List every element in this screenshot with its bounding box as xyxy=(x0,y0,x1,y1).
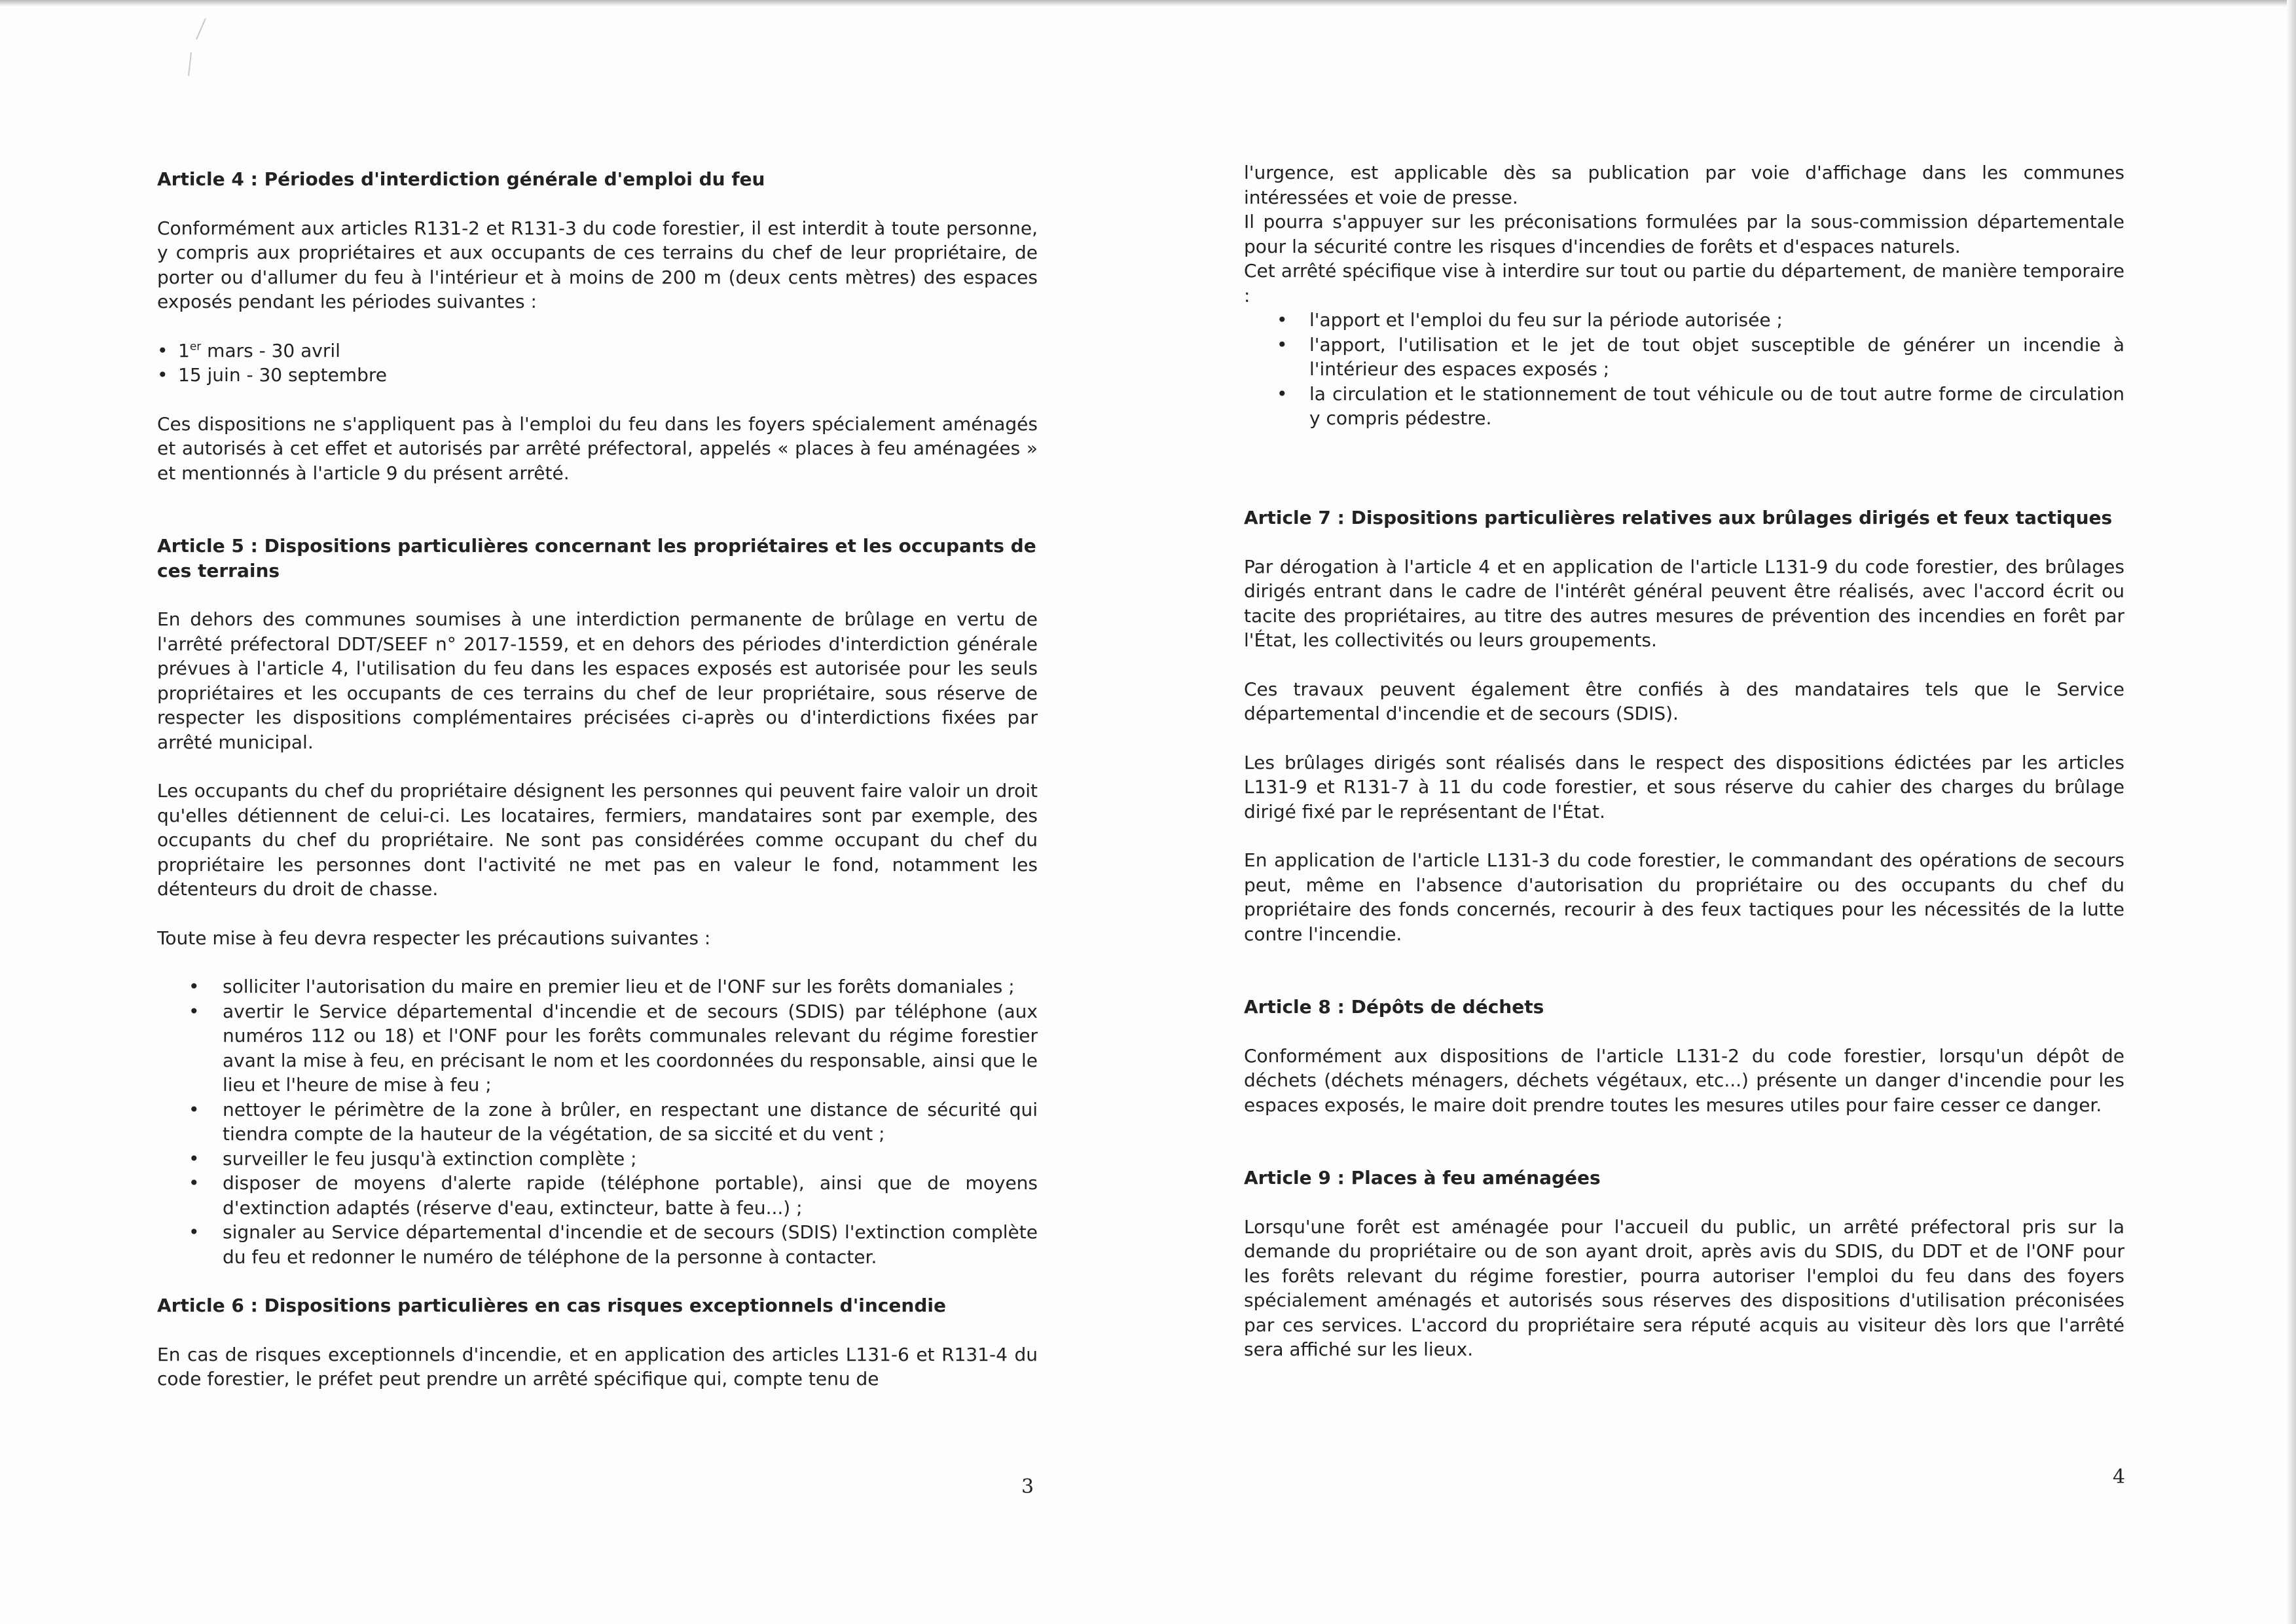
article-6-continuation-2: Il pourra s'appuyer sur les préconisations formulées par la sous-commission départementale pour la sécurité contre les risques d'incendies de forêts et d'espaces naturels. xyxy=(1244,211,2124,257)
article-4-title: Article 4 : Périodes d'interdiction générale d'emploi du feu xyxy=(157,168,765,190)
left-column xyxy=(157,167,1038,1392)
article-4-periods xyxy=(157,339,1038,388)
article-4-paragraph-1: Conformément aux articles R131-2 et R131-3 du code forestier, il est interdit à toute personne, y compris aux propriétaires et aux occupants de ces terrains du chef de leur propriétaire, de porter ou d'allumer du feu à l'intérieur et à moins de 200 m (deux cents mètres) des espaces exposés pendant les périodes suivantes : xyxy=(157,217,1038,312)
article-8-title: Article 8 : Dépôts de déchets xyxy=(1244,996,1544,1018)
list-item: • avertir le Service départemental d'incendie et de secours (SDIS) par téléphone (aux numéros 112 ou 18) et l'ONF pour les forêts communales relevant du régime forestier avant la mise à feu, en précisant le nom et les coordonnées du responsable, ainsi que le lieu et l'heure de mise à feu ; xyxy=(157,999,1038,1098)
list-item: • nettoyer le périmètre de la zone à brûler, en respectant une distance de sécurité qui tiendra compte de la hauteur de la végétation, de sa siccité et du vent ; xyxy=(157,1098,1038,1147)
article-6-continuation-1: l'urgence, est applicable dès sa publication par voie d'affichage dans les communes intéressées et voie de presse. xyxy=(1244,162,2124,208)
article-7-paragraph-4: En application de l'article L131-3 du code forestier, le commandant des opérations de secours peut, même en l'absence d'autorisation du propriétaire ou des occupants du chef du propriétaire des fonds concernés, recourir à des feux tactiques pour les nécessités de la lutte contre l'incendie. xyxy=(1244,849,2124,945)
list-item: • solliciter l'autorisation du maire en premier lieu et de l'ONF sur les forêts domaniales ; xyxy=(157,974,1038,999)
article-6-title: Article 6 : Dispositions particulières en cas risques exceptionnels d'incendie xyxy=(157,1295,946,1316)
article-7-title: Article 7 : Dispositions particulières relatives aux brûlages dirigés et feux tactiques xyxy=(1244,507,2113,528)
article-5-paragraph-2: Les occupants du chef du propriétaire désignent les personnes qui peuvent faire valoir un droit qu'elles détiennent de celui-ci. Les locataires, fermiers, mandataires sont par exemple, des occupants du chef du propriétaire. Ne sont pas considérées comme occupant du chef du propriétaire les personnes dont l'activité ne met pas en valeur le fond, notamment les détenteurs du droit de chasse. xyxy=(157,780,1038,900)
article-6-paragraph-1: En cas de risques exceptionnels d'incendie, et en application des articles L131-6 et R131-4 du code forestier, le préfet peut prendre un arrêté spécifique qui, compte tenu de xyxy=(157,1343,1038,1390)
article-7-paragraph-2: Ces travaux peuvent également être confiés à des mandataires tels que le Service départemental d'incendie et de secours (SDIS). xyxy=(1244,678,2124,724)
page-number: 3 xyxy=(1021,1475,1034,1498)
article-8-paragraph-1: Conformément aux dispositions de l'article L131-2 du code forestier, lorsqu'un dépôt de déchets (déchets ménagers, déchets végétaux, etc...) présente un danger d'incendie pour les espaces exposés, le maire doit prendre toutes les mesures utiles pour faire cesser ce danger. xyxy=(1244,1044,2124,1116)
article-7-paragraph-3: Les brûlages dirigés sont réalisés dans le respect des dispositions édictées par les articles L131-9 et R131-7 à 11 du code forestier, et sous réserve du cahier des charges du brûlage dirigé fixé par le représentant de l'État. xyxy=(1244,751,2124,822)
list-item: • surveiller le feu jusqu'à extinction complète ; xyxy=(157,1147,1038,1172)
article-5-precautions xyxy=(157,974,1038,1269)
article-5-title: Article 5 : Dispositions particulières concernant les propriétaires et les occupants de ces terrains xyxy=(157,535,1036,581)
list-item: • l'apport, l'utilisation et le jet de tout objet susceptible de générer un incendie à l'intérieur des espaces exposés ; xyxy=(1244,333,2124,382)
list-item: • disposer de moyens d'alerte rapide (téléphone portable), ainsi que de moyens d'extinction adaptés (réserve d'eau, extincteur, batte à feu...) ; xyxy=(157,1171,1038,1220)
article-5-paragraph-1: En dehors des communes soumises à une interdiction permanente de brûlage en vertu de l'arrêté préfectoral DDT/SEEF n° 2017-1559, et en dehors des périodes d'interdiction générale prévues à l'article 4, l'utilisation du feu dans les espaces exposés est autorisée pour les seuls propriétaires et les occupants de ces terrains du chef de leur propriétaire, sous réserve de respecter les dispositions complémentaires précisées ci-après ou d'interdictions fixées par arrêté municipal. xyxy=(157,608,1038,753)
list-item: • signaler au Service départemental d'incendie et de secours (SDIS) l'extinction complète du feu et redonner le numéro de téléphone de la personne à contacter. xyxy=(157,1220,1038,1269)
list-item: • l'apport et l'emploi du feu sur la période autorisée ; xyxy=(1244,308,2124,333)
article-6-prohibitions xyxy=(1244,308,2124,431)
right-column-bottom xyxy=(1244,506,2124,1362)
article-9-paragraph-1: Lorsqu'une forêt est aménagée pour l'accueil du public, un arrêté préfectoral pris sur la demande du propriétaire ou de son ayant droit, après avis du SDIS, du DDT et de l'ONF pour les forêts relevant du régime forestier, pourra autoriser l'emploi du feu dans des foyers spécialement aménagés et autorisés sous réserves des dispositions d'utilisation préconisées par ces services. L'accord du propriétaire sera réputé acquis au visiteur dès lors que l'arrêté sera affiché sur les lieux. xyxy=(1244,1215,2124,1360)
article-9-title: Article 9 : Places à feu aménagées xyxy=(1244,1167,1601,1189)
list-item: • la circulation et le stationnement de tout véhicule ou de tout autre forme de circulation y compris pédestre. xyxy=(1244,382,2124,431)
period-item: • 1er mars - 30 avril xyxy=(157,339,1038,363)
period-item: • 15 juin - 30 septembre xyxy=(157,363,1038,388)
right-column-top xyxy=(1244,160,2124,431)
article-6-continuation-3: Cet arrêté spécifique vise à interdire sur tout ou partie du département, de manière temporaire : xyxy=(1244,260,2124,306)
page-4 xyxy=(1139,0,2296,1624)
article-5-paragraph-3: Toute mise à feu devra respecter les précautions suivantes : xyxy=(157,927,711,949)
article-4-paragraph-2: Ces dispositions ne s'appliquent pas à l'emploi du feu dans les foyers spécialement aménagés et autorisés à cet effet et autorisés par arrêté préfectoral, appelés « places à feu aménagées » et mentionnés à l'article 9 du présent arrêté. xyxy=(157,413,1038,484)
article-7-paragraph-1: Par dérogation à l'article 4 et en application de l'article L131-9 du code forestier, des brûlages dirigés entrant dans le cadre de l'intérêt général peuvent être réalisés, avec l'accord écrit ou tacite des propriétaires, au titre des autres mesures de prévention des incendies en forêt par l'État, les collectivités ou leurs groupements. xyxy=(1244,555,2124,651)
page-3 xyxy=(0,0,1139,1624)
page-number: 4 xyxy=(2113,1466,2126,1488)
